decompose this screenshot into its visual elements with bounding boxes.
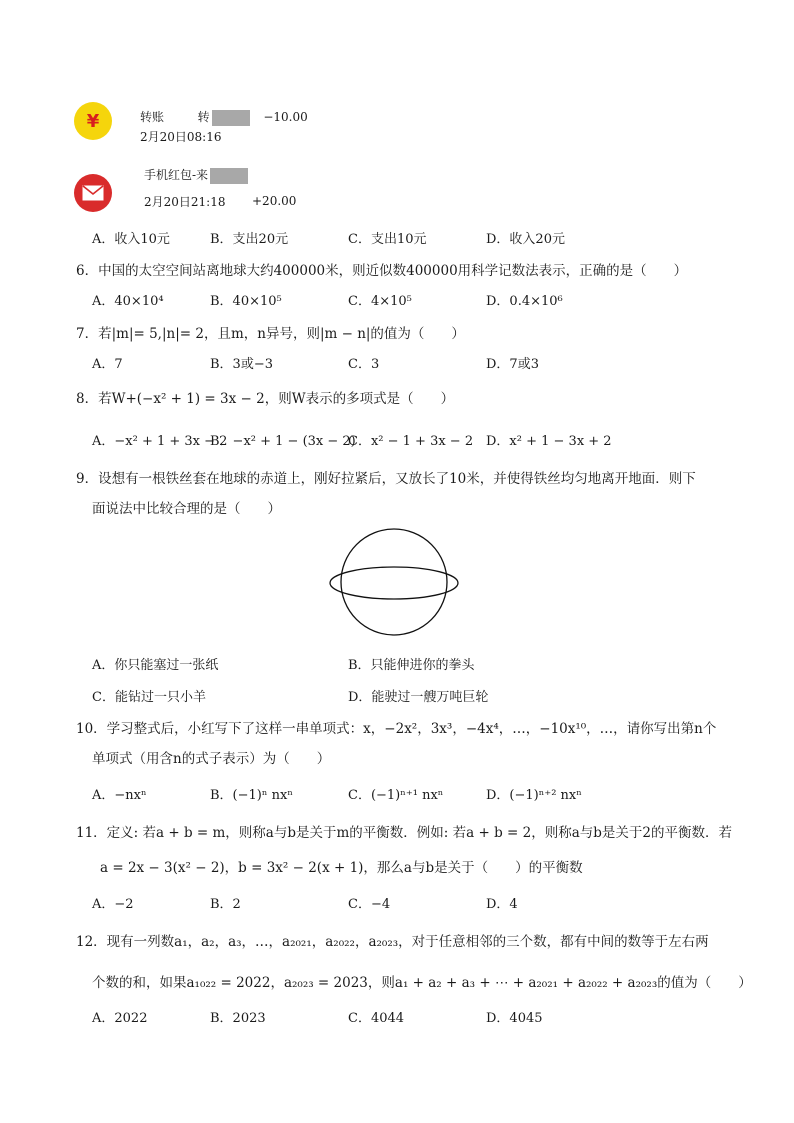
- q12-option-d: D．4045: [486, 1011, 543, 1026]
- q10-stem-line1: 10．学习整式后，小红写下了这样一串单项式：x，−2x²，3x³，−4x⁴，…，−10x¹⁰，…，请你写出第n个: [76, 721, 717, 737]
- transaction-2-amount: +20.00: [252, 194, 297, 208]
- q8-option-d: D．x² + 1 − 3x + 2: [486, 434, 612, 449]
- transaction-1-amount: −10.00: [263, 110, 308, 124]
- q12-stem-line1: 12．现有一列数a₁，a₂，a₃，…，a₂₀₂₁，a₂₀₂₂，a₂₀₂₃，对于任意相邻的三个数，都有中间的数等于左右两: [76, 934, 709, 950]
- q12-option-a: A．2022: [92, 1011, 148, 1026]
- q9-option-a: A．你只能塞过一张纸: [92, 658, 219, 673]
- q10-option-d: D．(−1)ⁿ⁺² nxⁿ: [486, 788, 582, 803]
- q12-option-c: C．4044: [348, 1011, 405, 1026]
- earth-wire-diagram: [325, 527, 465, 639]
- transaction-1-title: 转账: [140, 110, 165, 124]
- q11-option-d: D．4: [486, 897, 518, 912]
- transaction-2-title: 手机红包-来: [144, 168, 209, 182]
- q5-option-b: B．支出20元: [210, 232, 289, 247]
- q8-option-a: A．−x² + 1 + 3x − 2: [92, 434, 228, 449]
- q7-option-c: C．3: [348, 357, 380, 372]
- q12-option-b: B．2023: [210, 1011, 266, 1026]
- q6-option-c: C．4×10⁵: [348, 294, 412, 309]
- wire-ellipse: [330, 567, 458, 599]
- q7-option-a: A．7: [92, 357, 123, 372]
- q9-option-c: C．能钻过一只小羊: [92, 690, 206, 705]
- q11-stem-line2: a = 2x − 3(x² − 2)，b = 3x² − 2(x + 1)，那么a与b是关于（ ）的平衡数: [100, 860, 583, 876]
- q10-option-b: B．(−1)ⁿ nxⁿ: [210, 788, 293, 803]
- q6-option-b: B．40×10⁵: [210, 294, 282, 309]
- transaction-2-time: 2月20日21:18: [144, 195, 226, 209]
- q6-option-d: D．0.4×10⁶: [486, 294, 563, 309]
- q9-option-b: B．只能伸进你的拳头: [348, 658, 475, 673]
- q10-option-a: A．−nxⁿ: [92, 788, 147, 803]
- q11-option-c: C．−4: [348, 897, 391, 912]
- envelope-icon: [74, 174, 112, 212]
- redacted-mask: [212, 110, 250, 126]
- q8-option-b: B．−x² + 1 − (3x − 2): [210, 434, 356, 449]
- transaction-1-time: 2月20日08:16: [140, 130, 222, 144]
- redacted-mask: [210, 168, 248, 184]
- q9-stem-line1: 9．设想有一根铁丝套在地球的赤道上，刚好拉紧后，又放长了10米，并使得铁丝均匀地离开地面．则下: [76, 471, 696, 487]
- q5-option-a: A．收入10元: [92, 232, 170, 247]
- earth-circle: [341, 529, 447, 635]
- transaction-1-sub: 转: [197, 110, 210, 124]
- q5-option-d: D．收入20元: [486, 232, 565, 247]
- q12-stem-line2: 个数的和，如果a₁₀₂₂ = 2022，a₂₀₂₃ = 2023，则a₁ + a₂ + a₃ + ⋯ + a₂₀₂₁ + a₂₀₂₂ + a₂₀₂₃的值为（ ）: [92, 975, 752, 991]
- q5-option-c: C．支出10元: [348, 232, 427, 247]
- q6-stem: 6．中国的太空空间站离地球大约400000米，则近似数400000用科学记数法表示，正确的是（ ）: [76, 263, 688, 279]
- transaction-2: [144, 166, 248, 184]
- q10-stem-line2: 单项式（用含n的式子表示）为（ ）: [92, 751, 331, 767]
- q11-option-a: A．−2: [92, 897, 134, 912]
- q7-option-b: B．3或−3: [210, 357, 273, 372]
- q7-option-d: D．7或3: [486, 357, 539, 372]
- transaction-1: [140, 108, 308, 126]
- q7-stem: 7．若|m|= 5,|n|= 2，且m，n异号，则|m − n|的值为（ ）: [76, 326, 465, 342]
- q11-stem-line1: 11．定义: 若a + b = m，则称a与b是关于m的平衡数．例如: 若a + b = 2，则称a与b是关于2的平衡数．若: [76, 825, 732, 841]
- q8-stem: 8．若W+(−x² + 1) = 3x − 2，则W表示的多项式是（ ）: [76, 391, 455, 407]
- q8-option-c: C．x² − 1 + 3x − 2: [348, 434, 474, 449]
- q6-option-a: A．40×10⁴: [92, 294, 164, 309]
- q9-stem-line2: 面说法中比较合理的是（ ）: [92, 501, 281, 517]
- q11-option-b: B．2: [210, 897, 241, 912]
- q10-option-c: C．(−1)ⁿ⁺¹ nxⁿ: [348, 788, 444, 803]
- yen-icon: ¥: [74, 102, 112, 140]
- q9-option-d: D．能驶过一艘万吨巨轮: [348, 690, 489, 705]
